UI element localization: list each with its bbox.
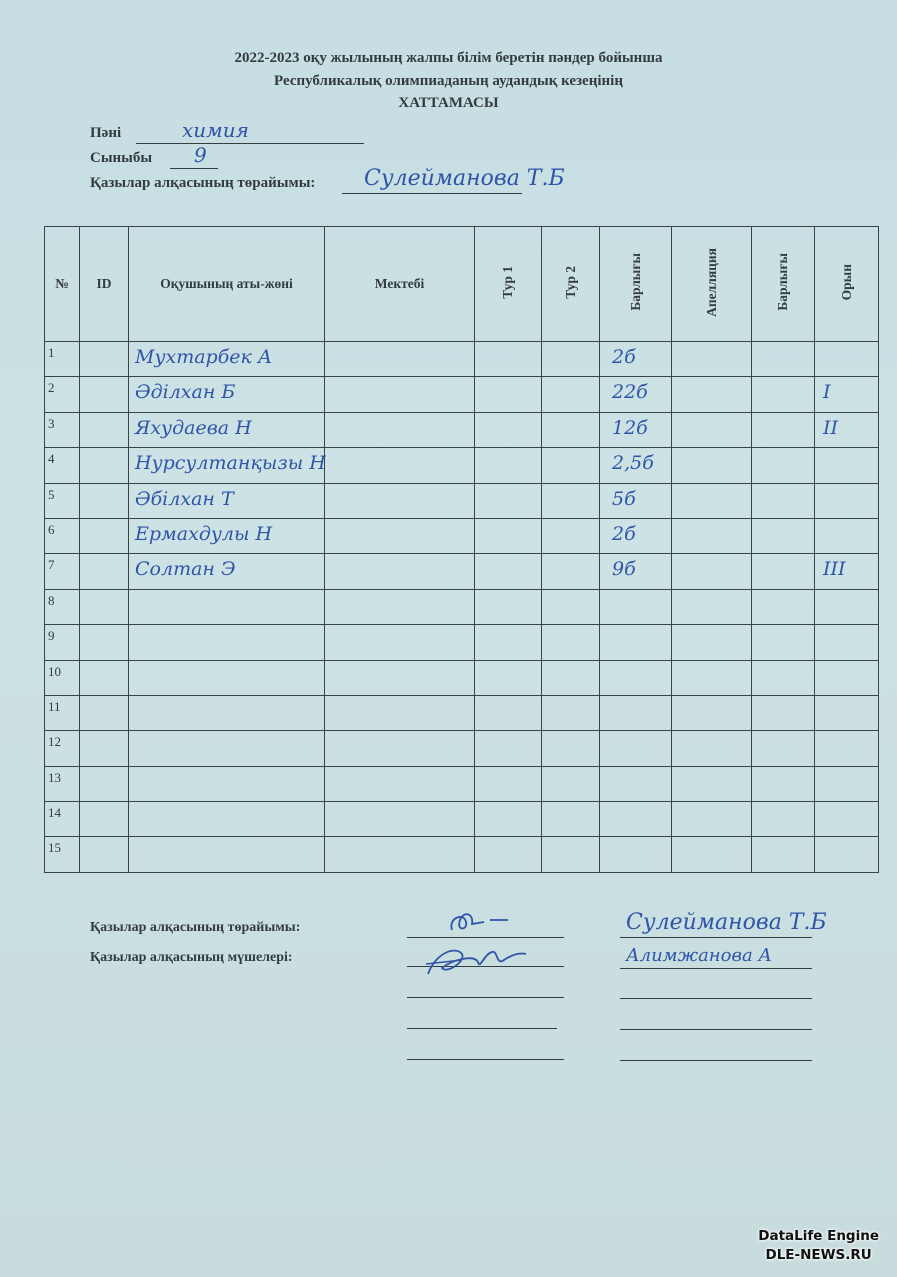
cell-round1: [475, 377, 542, 412]
row-number: 2: [48, 380, 55, 396]
cell-total: [600, 342, 672, 377]
cell-total-after-appeal: [752, 589, 815, 624]
grade-underline: [170, 168, 218, 169]
cell-round2: [542, 766, 600, 801]
cell-id: [80, 448, 129, 483]
row-number: 14: [48, 805, 61, 821]
col-header-appeal: Апелляция: [672, 227, 752, 342]
cell-appeal: [672, 483, 752, 518]
row-number: 6: [48, 521, 55, 537]
cell-round2: [542, 448, 600, 483]
cell-appeal: [672, 695, 752, 730]
cell-number: [45, 766, 80, 801]
cell-number: [45, 660, 80, 695]
cell-school: [325, 625, 475, 660]
row-number: 11: [48, 698, 61, 714]
cell-round1: [475, 731, 542, 766]
cell-school: [325, 448, 475, 483]
cell-appeal: [672, 342, 752, 377]
cell-round1: [475, 660, 542, 695]
cell-place: [815, 412, 879, 447]
footer-chair-name: Сулейманова Т.Б: [626, 910, 827, 935]
cell-round2: [542, 837, 600, 872]
cell-appeal: [672, 660, 752, 695]
cell-number: [45, 412, 80, 447]
table-row: [45, 554, 879, 589]
table-header-row: [45, 227, 879, 342]
cell-place: [815, 625, 879, 660]
cell-student-name: [129, 802, 325, 837]
cell-total-after-appeal: [752, 377, 815, 412]
cell-number: [45, 625, 80, 660]
table-row: [45, 589, 879, 624]
cell-round1: [475, 837, 542, 872]
cell-student-name: [129, 766, 325, 801]
chair-underline: [342, 193, 522, 194]
row-number: 3: [48, 415, 55, 431]
signature-line: [407, 1059, 564, 1060]
cell-student-name: [129, 625, 325, 660]
total-score: 2,5б: [612, 452, 654, 475]
cell-id: [80, 518, 129, 553]
cell-round1: [475, 695, 542, 730]
cell-round2: [542, 731, 600, 766]
cell-number: [45, 448, 80, 483]
cell-total: [600, 731, 672, 766]
total-score: 2б: [612, 346, 636, 368]
cell-round2: [542, 554, 600, 589]
student-name: Солтан Э: [135, 558, 236, 581]
col-header-school: Мектебі: [325, 227, 475, 342]
cell-school: [325, 802, 475, 837]
cell-school: [325, 342, 475, 377]
cell-total: [600, 695, 672, 730]
cell-appeal: [672, 589, 752, 624]
cell-student-name: [129, 660, 325, 695]
subject-value: химия: [182, 118, 249, 142]
col-header-round1: Тур 1: [475, 227, 542, 342]
cell-total: [600, 412, 672, 447]
cell-id: [80, 660, 129, 695]
table-row: [45, 412, 879, 447]
subject-label: Пәні: [90, 125, 122, 141]
cell-round2: [542, 412, 600, 447]
cell-total-after-appeal: [752, 518, 815, 553]
row-number: 10: [48, 663, 61, 679]
cell-number: [45, 342, 80, 377]
cell-place: [815, 342, 879, 377]
name-line: [620, 968, 812, 969]
cell-total: [600, 483, 672, 518]
cell-place: [815, 695, 879, 730]
cell-total-after-appeal: [752, 554, 815, 589]
cell-round1: [475, 625, 542, 660]
cell-total-after-appeal: [752, 660, 815, 695]
header-line-2: Республикалық олимпиаданың аудандық кезеңінің: [274, 73, 623, 89]
chair-signature-image: [438, 904, 518, 940]
col-header-total: Барлығы: [600, 227, 672, 342]
cell-id: [80, 483, 129, 518]
cell-place: [815, 766, 879, 801]
results-table: [44, 226, 879, 873]
cell-number: [45, 837, 80, 872]
cell-appeal: [672, 448, 752, 483]
cell-total-after-appeal: [752, 448, 815, 483]
cell-round2: [542, 518, 600, 553]
student-name: Әбілхан Т: [135, 487, 234, 510]
cell-student-name: [129, 483, 325, 518]
cell-round2: [542, 802, 600, 837]
cell-round2: [542, 377, 600, 412]
student-name: Әділхан Б: [135, 381, 236, 404]
table-row: [45, 483, 879, 518]
cell-total-after-appeal: [752, 731, 815, 766]
cell-number: [45, 589, 80, 624]
cell-number: [45, 377, 80, 412]
place-value: I: [823, 381, 831, 404]
cell-school: [325, 695, 475, 730]
cell-school: [325, 589, 475, 624]
table-row: [45, 342, 879, 377]
student-name: Нурсултанқызы Н: [135, 452, 326, 475]
row-number: 15: [48, 840, 61, 856]
total-score: 5б: [612, 487, 636, 510]
name-line: [620, 1029, 812, 1030]
cell-round1: [475, 483, 542, 518]
footer-chair-label: Қазылар алқасының төрайымы:: [90, 920, 301, 935]
cell-id: [80, 554, 129, 589]
subject-underline: [136, 143, 364, 144]
cell-school: [325, 766, 475, 801]
cell-place: [815, 377, 879, 412]
cell-school: [325, 377, 475, 412]
cell-total: [600, 837, 672, 872]
cell-appeal: [672, 412, 752, 447]
signature-line: [407, 1028, 557, 1029]
cell-total: [600, 766, 672, 801]
col-header-total-after-appeal: Барлығы: [752, 227, 815, 342]
cell-place: [815, 518, 879, 553]
cell-id: [80, 589, 129, 624]
cell-id: [80, 342, 129, 377]
student-name: Яхудаева Н: [135, 416, 252, 439]
name-line: [620, 998, 812, 999]
cell-id: [80, 695, 129, 730]
cell-number: [45, 731, 80, 766]
cell-school: [325, 483, 475, 518]
cell-student-name: [129, 695, 325, 730]
row-number: 4: [48, 451, 55, 467]
cell-round2: [542, 660, 600, 695]
cell-place: [815, 731, 879, 766]
watermark-line-1: DataLife Engine: [758, 1228, 879, 1244]
col-header-id: ID: [80, 227, 129, 342]
cell-student-name: [129, 731, 325, 766]
cell-id: [80, 731, 129, 766]
cell-appeal: [672, 625, 752, 660]
cell-number: [45, 554, 80, 589]
cell-id: [80, 625, 129, 660]
grade-label: Сыныбы: [90, 150, 153, 166]
row-number: 1: [48, 345, 55, 360]
row-number: 7: [48, 557, 55, 573]
cell-total-after-appeal: [752, 802, 815, 837]
cell-round1: [475, 589, 542, 624]
cell-round1: [475, 518, 542, 553]
cell-place: [815, 589, 879, 624]
total-score: 2б: [612, 522, 636, 545]
member-signature-image: [422, 940, 532, 982]
cell-total-after-appeal: [752, 695, 815, 730]
cell-student-name: [129, 342, 325, 377]
cell-total-after-appeal: [752, 625, 815, 660]
cell-place: [815, 802, 879, 837]
table-row: [45, 448, 879, 483]
place-value: III: [823, 558, 846, 581]
cell-school: [325, 518, 475, 553]
cell-round1: [475, 766, 542, 801]
cell-appeal: [672, 377, 752, 412]
cell-id: [80, 802, 129, 837]
table-row: [45, 660, 879, 695]
cell-student-name: [129, 518, 325, 553]
cell-round2: [542, 342, 600, 377]
cell-round2: [542, 625, 600, 660]
table-row: [45, 518, 879, 553]
cell-place: [815, 554, 879, 589]
cell-round2: [542, 695, 600, 730]
cell-round1: [475, 802, 542, 837]
cell-school: [325, 837, 475, 872]
cell-total: [600, 589, 672, 624]
cell-total: [600, 625, 672, 660]
footer-member-name: Алимжанова А: [626, 945, 773, 966]
col-header-place: Орын: [815, 227, 879, 342]
cell-school: [325, 660, 475, 695]
place-value: II: [823, 416, 839, 439]
cell-id: [80, 766, 129, 801]
cell-total: [600, 554, 672, 589]
cell-school: [325, 412, 475, 447]
cell-place: [815, 837, 879, 872]
cell-student-name: [129, 837, 325, 872]
total-score: 22б: [612, 381, 648, 404]
student-name: Ермахдулы Н: [135, 522, 273, 545]
footer-members-label: Қазылар алқасының мүшелері:: [90, 950, 293, 965]
cell-id: [80, 837, 129, 872]
cell-total: [600, 377, 672, 412]
cell-appeal: [672, 802, 752, 837]
cell-total-after-appeal: [752, 412, 815, 447]
watermark-line-2: DLE-NEWS.RU: [765, 1247, 872, 1263]
cell-student-name: [129, 412, 325, 447]
table-row: [45, 731, 879, 766]
cell-school: [325, 554, 475, 589]
total-score: 12б: [612, 416, 648, 439]
table-row: [45, 837, 879, 872]
row-number: 13: [48, 769, 61, 785]
col-header-round2: Тур 2: [542, 227, 600, 342]
cell-appeal: [672, 837, 752, 872]
chair-value: Сулейманова Т.Б: [364, 166, 565, 191]
cell-id: [80, 412, 129, 447]
cell-appeal: [672, 554, 752, 589]
cell-appeal: [672, 731, 752, 766]
cell-round2: [542, 483, 600, 518]
col-header-number: №: [45, 227, 80, 342]
cell-round1: [475, 554, 542, 589]
cell-total: [600, 448, 672, 483]
cell-number: [45, 483, 80, 518]
name-line: [620, 937, 812, 938]
cell-student-name: [129, 589, 325, 624]
row-number: 5: [48, 486, 55, 502]
grade-value: 9: [194, 143, 207, 167]
cell-number: [45, 695, 80, 730]
cell-round1: [475, 448, 542, 483]
signature-line: [407, 997, 564, 998]
cell-place: [815, 483, 879, 518]
cell-round1: [475, 342, 542, 377]
table-row: [45, 695, 879, 730]
name-line: [620, 1060, 812, 1061]
col-header-student-name: Оқушының аты-жөні: [129, 227, 325, 342]
cell-round1: [475, 412, 542, 447]
cell-appeal: [672, 766, 752, 801]
cell-student-name: [129, 448, 325, 483]
cell-total: [600, 802, 672, 837]
row-number: 8: [48, 592, 55, 608]
student-name: Мухтарбек А: [135, 346, 273, 368]
cell-total: [600, 660, 672, 695]
cell-total-after-appeal: [752, 766, 815, 801]
cell-school: [325, 731, 475, 766]
cell-total-after-appeal: [752, 483, 815, 518]
cell-student-name: [129, 554, 325, 589]
cell-total-after-appeal: [752, 342, 815, 377]
cell-round2: [542, 589, 600, 624]
total-score: 9б: [612, 558, 636, 581]
cell-place: [815, 448, 879, 483]
cell-student-name: [129, 377, 325, 412]
chair-label: Қазылар алқасының төрайымы:: [90, 175, 316, 191]
cell-number: [45, 518, 80, 553]
cell-id: [80, 377, 129, 412]
table-row: [45, 625, 879, 660]
cell-total-after-appeal: [752, 837, 815, 872]
table-row: [45, 766, 879, 801]
cell-appeal: [672, 518, 752, 553]
header-line-1: 2022-2023 оқу жылының жалпы білім беретін пәндер бойынша: [234, 50, 663, 66]
row-number: 12: [48, 734, 61, 750]
table-row: [45, 377, 879, 412]
cell-place: [815, 660, 879, 695]
row-number: 9: [48, 628, 55, 644]
cell-number: [45, 802, 80, 837]
watermark: [758, 1227, 879, 1265]
table-row: [45, 802, 879, 837]
document-title: ХАТТАМАСЫ: [398, 95, 499, 111]
cell-total: [600, 518, 672, 553]
